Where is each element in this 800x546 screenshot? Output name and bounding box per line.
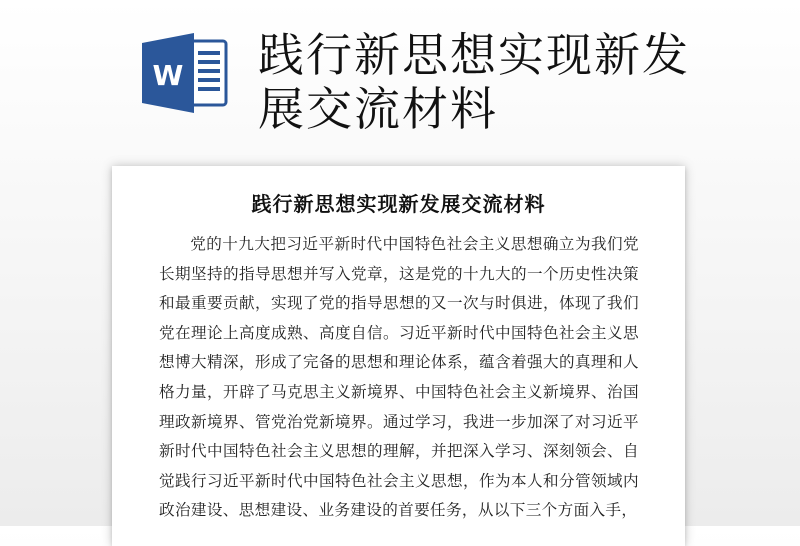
word-document-icon — [142, 33, 232, 113]
document-title: 践行新思想实现新发展交流材料 — [251, 192, 546, 216]
document-preview — [112, 166, 685, 546]
svg-text:W: W — [152, 59, 184, 92]
page-title: 践行新思想实现新发展交流材料 — [258, 28, 690, 136]
document-body-paragraph: 党的十九大把习近平新时代中国特色社会主义思想确立为我们党长期坚持的指导思想并写入党章，这是党的十九大的一个历史性决策和最重要贡献，实现了党的指导思想的又一次与时俱进，体现了我们党在理论上高度成熟、高度自信。习近平新时代中国特色社会主义思想博大精深，形成了完备的思想和理论体系，蕴含着强大的真理和人格力量，开辟了马克思主义新境界、中国特色社会主义新境界、治国理政新境界、管党治党新境界。通过学习，我进一步加深了对习近平新时代中国特色社会主义思想的理解，并把深入学习、深刻领会、自觉践行习近平新时代中国特色社会主义思想，作为本人和分管领域内政治建设、思想建设、业务建设的首要任务，从以下三个方面入手， — [159, 235, 639, 520]
